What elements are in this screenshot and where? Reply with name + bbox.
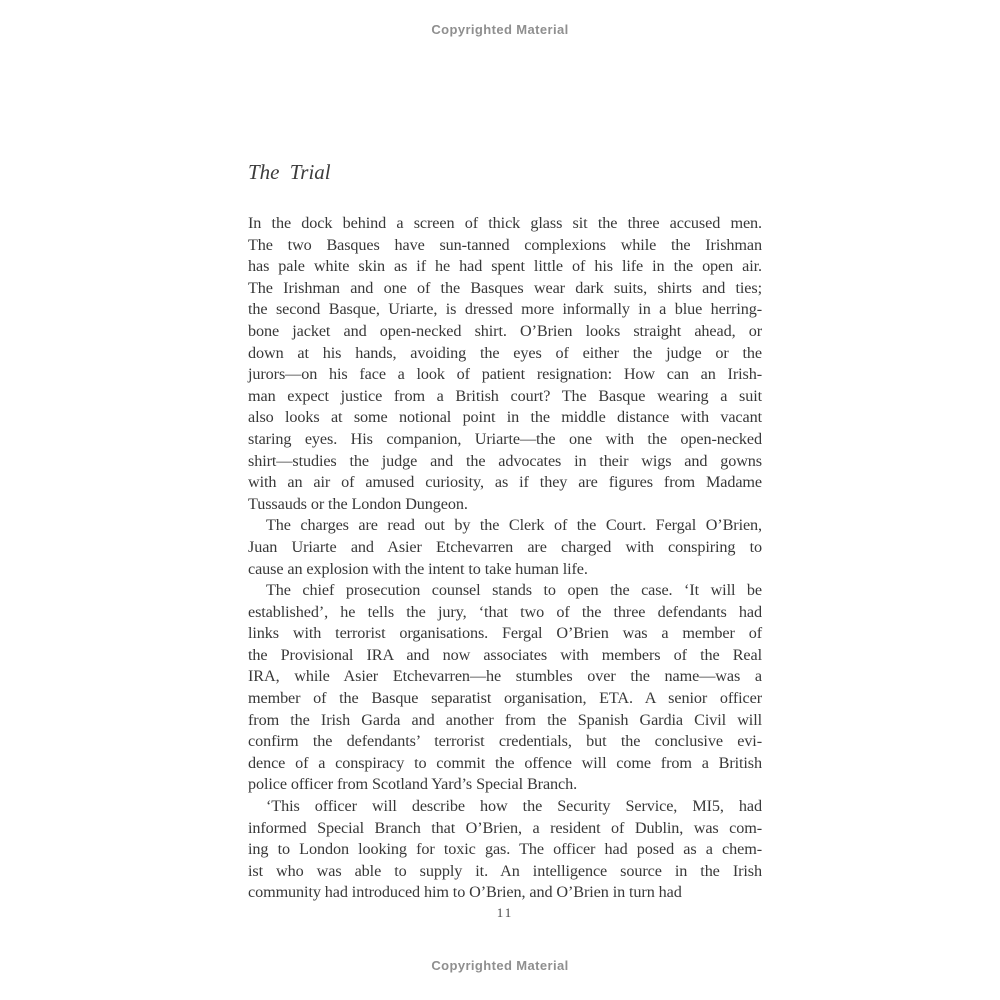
- text-line: established’, he tells the jury, ‘that two of the three defendants had: [248, 602, 762, 621]
- text-line: ing to London looking for toxic gas. The officer had posed as a chem-: [248, 840, 762, 859]
- chapter-title: The Trial: [248, 160, 331, 184]
- text-line: The chief prosecution counsel stands to open the case. ‘It will be: [266, 581, 762, 600]
- text-line: the Provisional IRA and now associates with members of the Real: [248, 645, 762, 664]
- text-line: links with terrorist organisations. Fergal O’Brien was a member of: [248, 624, 762, 643]
- text-line: ‘This officer will describe how the Security Service, MI5, had: [266, 797, 762, 816]
- paragraph: [248, 515, 762, 580]
- text-line: has pale white skin as if he had spent little of his life in the open air.: [248, 257, 762, 276]
- text-line: community had introduced him to O’Brien, and O’Brien in turn had: [248, 883, 682, 902]
- text-line: down at his hands, avoiding the eyes of either the judge or the: [248, 343, 762, 362]
- copyright-notice-top: Copyrighted Material: [431, 22, 569, 37]
- text-line: Tussauds or the London Dungeon.: [248, 494, 468, 513]
- page-number: 11: [496, 905, 514, 920]
- text-line: confirm the defendants’ terrorist credentials, but the conclusive evi-: [248, 732, 762, 751]
- text-line: man expect justice from a British court? The Basque wearing a suit: [248, 386, 762, 405]
- body-text: [248, 213, 762, 904]
- text-line: The two Basques have sun-tanned complexions while the Irishman: [248, 235, 762, 254]
- paragraph: [248, 580, 762, 796]
- text-line: cause an explosion with the intent to take human life.: [248, 559, 588, 578]
- text-line: Juan Uriarte and Asier Etchevarren are charged with conspiring to: [248, 537, 762, 556]
- text-line: bone jacket and open-necked shirt. O’Brien looks straight ahead, or: [248, 321, 762, 340]
- text-line: member of the Basque separatist organisation, ETA. A senior officer: [248, 689, 762, 708]
- text-line: informed Special Branch that O’Brien, a resident of Dublin, was com-: [248, 818, 762, 837]
- paragraph: [248, 796, 762, 904]
- text-block: [248, 160, 762, 904]
- text-line: shirt—studies the judge and the advocates in their wigs and gowns: [248, 451, 762, 470]
- paragraph: [248, 213, 762, 515]
- text-line: IRA, while Asier Etchevarren—he stumbles over the name—was a: [248, 667, 762, 686]
- text-line: jurors—on his face a look of patient resignation: How can an Irish-: [248, 365, 762, 384]
- text-line: staring eyes. His companion, Uriarte—the one with the open-necked: [248, 429, 762, 448]
- text-line: In the dock behind a screen of thick glass sit the three accused men.: [248, 214, 762, 232]
- text-line: dence of a conspiracy to commit the offence will come from a British: [248, 753, 762, 772]
- text-line: from the Irish Garda and another from the Spanish Gardia Civil will: [248, 710, 762, 729]
- text-line: police officer from Scotland Yard’s Special Branch.: [248, 775, 578, 794]
- text-line: with an air of amused curiosity, as if they are figures from Madame: [248, 473, 762, 492]
- text-line: also looks at some notional point in the middle distance with vacant: [248, 408, 762, 427]
- copyright-notice-bottom: Copyrighted Material: [431, 958, 569, 973]
- text-line: The charges are read out by the Clerk of the Court. Fergal O’Brien,: [266, 516, 762, 535]
- text-line: ist who was able to supply it. An intelligence source in the Irish: [248, 861, 762, 880]
- text-line: The Irishman and one of the Basques wear dark suits, shirts and ties;: [248, 278, 762, 297]
- text-line: the second Basque, Uriarte, is dressed more informally in a blue herring-: [248, 300, 762, 319]
